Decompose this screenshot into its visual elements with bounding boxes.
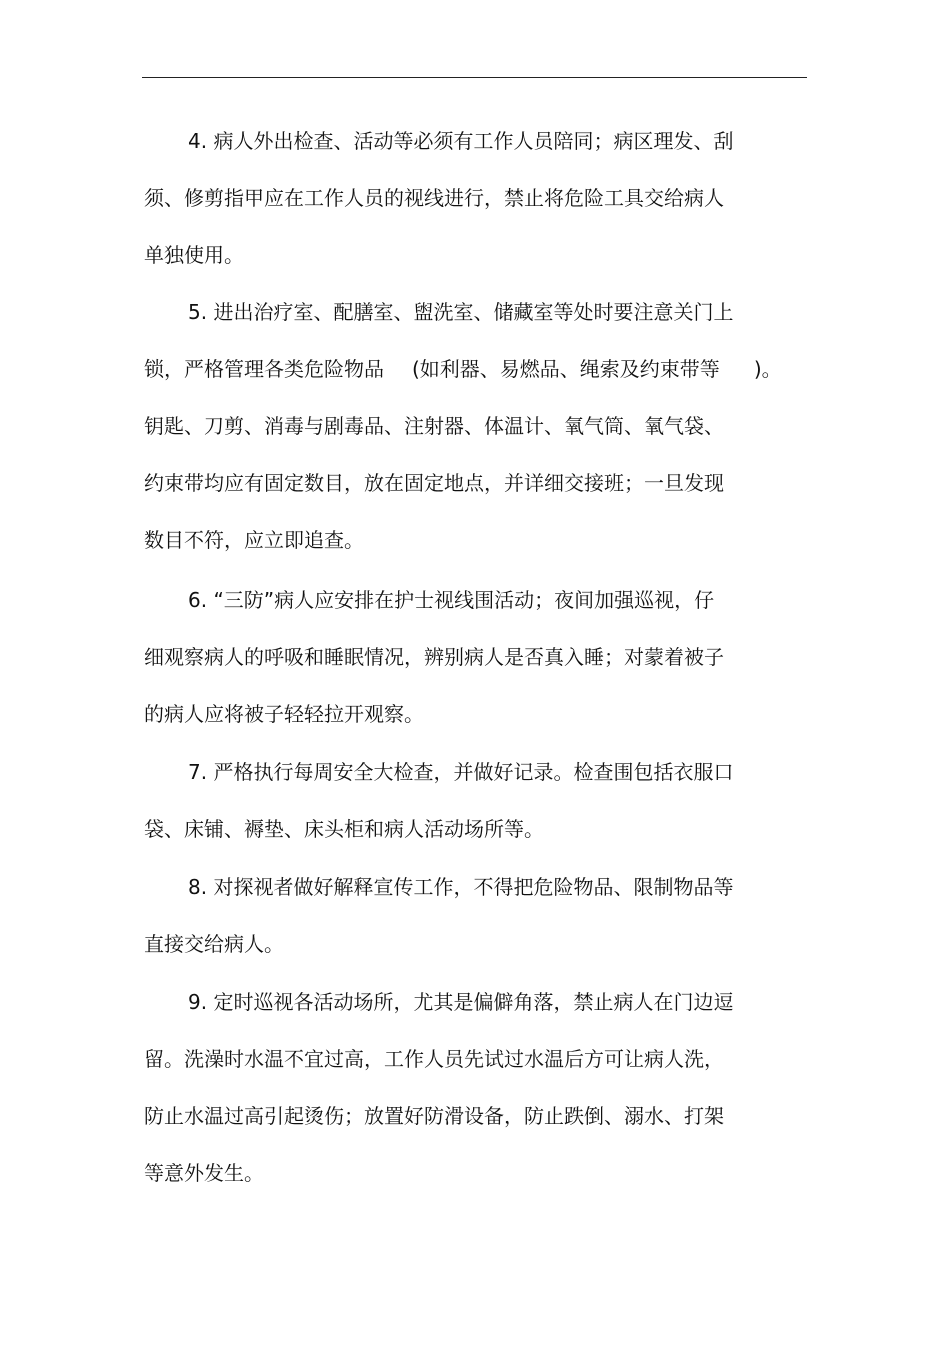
paragraph-5-line-3: 钥匙、刀剪、消毒与剧毒品、注射器、体温计、氧气筒、氧气袋、 [144, 414, 724, 438]
paragraph-9-line-1: 9. 定时巡视各活动场所，尤其是偏僻角落，禁止病人在门边逗 [188, 990, 734, 1014]
paragraph-6-line-2: 细观察病人的呼吸和睡眠情况，辨别病人是否真入睡；对蒙着被子 [144, 645, 724, 669]
paragraph-5-line-2-part-1: 锁，严格管理各类危险物品 [144, 357, 384, 381]
paragraph-5-line-4: 约束带均应有固定数目，放在固定地点，并详细交接班；一旦发现 [144, 471, 724, 495]
paragraph-7-line-2: 袋、床铺、褥垫、床头柜和病人活动场所等。 [144, 817, 544, 841]
paragraph-9-line-2: 留。洗澡时水温不宜过高，工作人员先试过水温后方可让病人洗， [144, 1047, 724, 1071]
paragraph-5-line-2-part-2: (如利器、易燃品、绳索及约束带等 [412, 357, 720, 381]
paragraph-6-line-1: 6. “三防”病人应安排在护士视线围活动；夜间加强巡视，仔 [188, 588, 715, 612]
paragraph-6-line-3: 的病人应将被子轻轻拉开观察。 [144, 702, 424, 726]
paragraph-5-line-1: 5. 进出治疗室、配膳室、盥洗室、储藏室等处时要注意关门上 [188, 300, 734, 324]
paragraph-5-line-2-part-3: )。 [753, 357, 782, 381]
paragraph-4-line-1: 4. 病人外出检查、活动等必须有工作人员陪同；病区理发、刮 [188, 129, 734, 153]
paragraph-7-line-1: 7. 严格执行每周安全大检查，并做好记录。检查围包括衣服口 [188, 760, 734, 784]
paragraph-9-line-3: 防止水温过高引起烫伤；放置好防滑设备，防止跌倒、溺水、打架 [144, 1104, 724, 1128]
paragraph-4-line-3: 单独使用。 [144, 243, 244, 267]
paragraph-4-line-2: 须、修剪指甲应在工作人员的视线进行，禁止将危险工具交给病人 [144, 186, 724, 210]
paragraph-5-line-2 [144, 354, 782, 384]
paragraph-5-line-5: 数目不符，应立即追查。 [144, 528, 364, 552]
paragraph-8-line-2: 直接交给病人。 [144, 932, 284, 956]
paragraph-8-line-1: 8. 对探视者做好解释宣传工作，不得把危险物品、限制物品等 [188, 875, 734, 899]
paragraph-9-line-4: 等意外发生。 [144, 1161, 264, 1185]
header-rule [142, 77, 807, 78]
